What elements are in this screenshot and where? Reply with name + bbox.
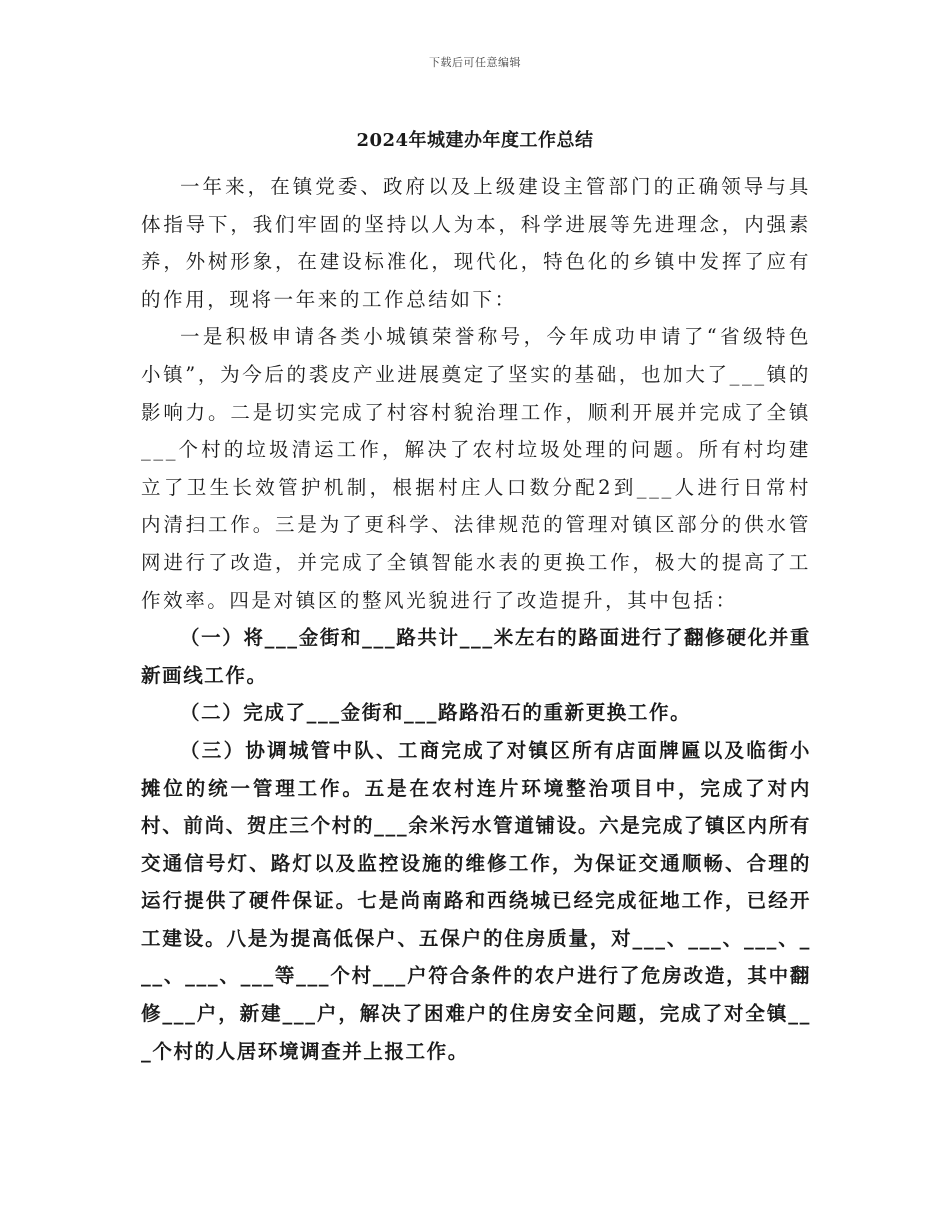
paragraph-work-items: 一是积极申请各类小城镇荣誉称号，今年成功申请了“省级特色小镇”，为今后的裘皮产业进展奠定了坚实的基础，也加大了___镇的影响力。二是切实完成了村容村貌治理工作，顺利开展并完成了全镇___个村的垃圾清运工作，解决了农村垃圾处理的问题。所有村均建立了卫生长效管护机制，根据村庄人口数分配2到___人进行日常村内清扫工作。三是为了更科学、法律规范的管理对镇区部分的供水管网进行了改造，并完成了全镇智能水表的更换工作，极大的提高了工作效率。四是对镇区的整风光貌进行了改造提升，其中包括： bbox=[141, 325, 811, 612]
paragraph-item-3: （三）协调城管中队、工商完成了对镇区所有店面牌匾以及临街小摊位的统一管理工作。五是在农村连片环境整治项目中，完成了对内村、前尚、贺庄三个村的___余米污水管道铺设。六是完成了镇区内所有交通信号灯、路灯以及监控设施的维修工作，为保证交通顺畅、合理的运行提供了硬件保证。七是尚南路和西绕城已经完成征地工作，已经开工建设。八是为提高低保户、五保户的住房质量，对___、___、___、___、___、___等___个村___户符合条件的农户进行了危房改造，其中翻修___户，新建___户，解决了困难户的住房安全问题，完成了对全镇___个村的人居环境调查并上报工作。 bbox=[141, 738, 811, 1063]
paragraph-intro: 一年来，在镇党委、政府以及上级建设主管部门的正确领导与具体指导下，我们牢固的坚持以人为本，科学进展等先进理念，内强素养，外树形象，在建设标准化，现代化，特色化的乡镇中发挥了应有的作用，现将一年来的工作总结如下： bbox=[141, 175, 811, 311]
paragraph-item-1: （一）将___金街和___路共计___米左右的路面进行了翻修硬化并重新画线工作。 bbox=[141, 626, 811, 687]
paragraph-item-2: （二）完成了___金街和___路路沿石的重新更换工作。 bbox=[180, 701, 692, 725]
header-note: 下载后可任意编辑 bbox=[429, 56, 521, 69]
document-title: 2024年城建办年度工作总结 bbox=[356, 130, 594, 151]
document-body bbox=[141, 168, 811, 1070]
